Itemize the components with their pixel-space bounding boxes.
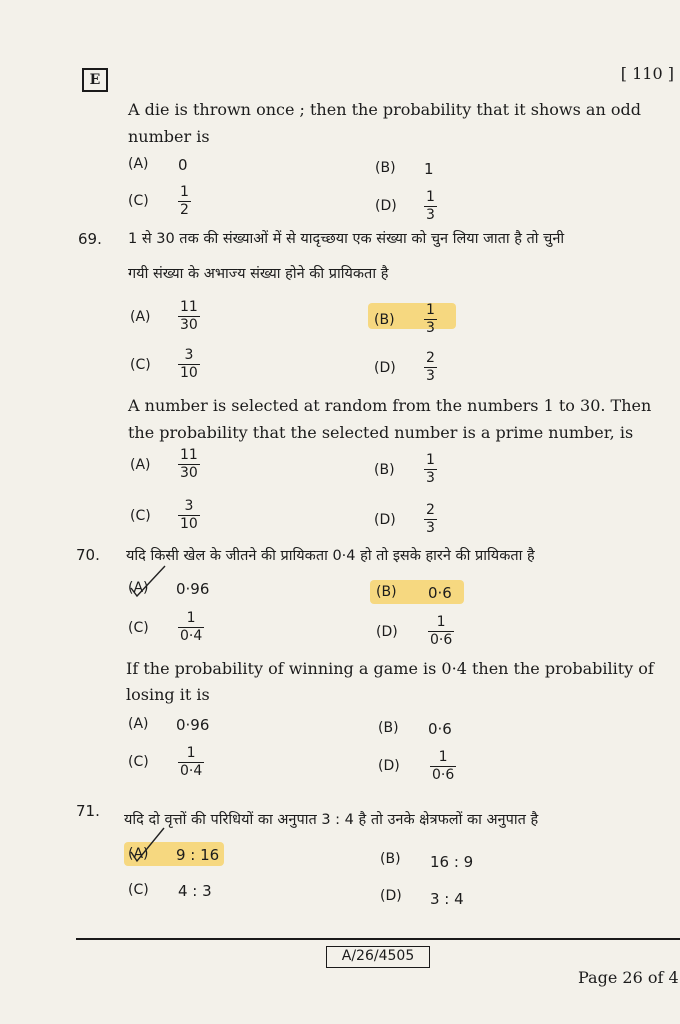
fraction-numerator: 3 bbox=[184, 347, 194, 363]
q68-option-a-label: (A) bbox=[128, 156, 149, 172]
q70-hi-option-d-fraction bbox=[428, 614, 454, 649]
q69-hindi-stem-line-1: 1 से 30 तक की संख्याओं में से यादृच्छया एक संख्या को चुन लिया जाता है तो चुनी bbox=[128, 231, 565, 247]
q69-hi-option-d-label: (D) bbox=[374, 360, 396, 376]
fraction-numerator: 1 bbox=[426, 452, 435, 468]
q71-hindi-stem: यदि दो वृत्तों की परिधियों का अनुपात 3 : 4 है तो उनके क्षेत्रफलों का अनुपात है bbox=[124, 812, 539, 828]
q69-en-option-a-fraction bbox=[178, 447, 200, 482]
page-reference: [ 110 ] bbox=[620, 64, 674, 83]
fraction-numerator: 1 bbox=[186, 610, 196, 626]
q69-hi-option-c-fraction bbox=[178, 347, 200, 382]
q70-hi-option-b-value: 0·6 bbox=[428, 584, 452, 602]
fraction-denominator: 0·6 bbox=[432, 767, 455, 783]
q71-option-a-label: (A) bbox=[128, 846, 149, 862]
q70-en-option-b-label: (B) bbox=[378, 720, 399, 736]
q69-english-stem-line-2: the probability that the selected number is a prime number, is bbox=[128, 423, 634, 442]
fraction-denominator: 3 bbox=[426, 207, 435, 223]
q70-hi-option-c-label: (C) bbox=[128, 620, 149, 636]
q69-hi-option-a-label: (A) bbox=[130, 309, 151, 325]
fraction-denominator: 2 bbox=[180, 202, 189, 218]
q69-en-option-a-label: (A) bbox=[130, 457, 151, 473]
q68-option-a-value: 0 bbox=[178, 156, 188, 174]
fraction-denominator: 10 bbox=[180, 365, 198, 381]
footer-rule bbox=[76, 938, 680, 940]
q69-hi-option-c-label: (C) bbox=[130, 357, 151, 373]
fraction-numerator: 1 bbox=[426, 189, 435, 205]
fraction-denominator: 10 bbox=[180, 516, 198, 532]
check-mark-icon bbox=[128, 564, 168, 600]
q71-option-b-value: 16 : 9 bbox=[430, 853, 474, 871]
fraction-numerator: 1 bbox=[436, 614, 446, 630]
q68-option-b-value: 1 bbox=[424, 160, 434, 178]
fraction-denominator: 30 bbox=[180, 317, 198, 333]
q70-en-option-a-label: (A) bbox=[128, 716, 149, 732]
q70-english-stem-line-2: losing it is bbox=[126, 685, 210, 704]
q71-option-a-value: 9 : 16 bbox=[176, 846, 220, 864]
q69-en-option-c-label: (C) bbox=[130, 508, 151, 524]
fraction-denominator: 0·6 bbox=[430, 632, 453, 648]
q68-stem-line-2: number is bbox=[128, 127, 210, 146]
q68-option-d-label: (D) bbox=[375, 198, 397, 214]
q69-hi-option-b-fraction bbox=[424, 302, 437, 337]
q70-hi-option-c-fraction bbox=[178, 610, 204, 645]
q70-hi-option-d-label: (D) bbox=[376, 624, 398, 640]
q70-hi-option-a-label: (A) bbox=[128, 580, 149, 596]
q68-option-c-label: (C) bbox=[128, 193, 149, 209]
q69-english-stem-line-1: A number is selected at random from the numbers 1 to 30. Then bbox=[128, 396, 652, 415]
fraction-denominator: 3 bbox=[426, 470, 435, 486]
q68-stem-line-1: A die is thrown once ; then the probability that it shows an odd bbox=[128, 100, 641, 119]
fraction-numerator: 1 bbox=[186, 745, 196, 761]
fraction-denominator: 3 bbox=[426, 368, 435, 384]
paper-code-box: A/26/4505 bbox=[326, 946, 430, 968]
q69-en-option-c-fraction bbox=[178, 498, 200, 533]
q71-number: 71. bbox=[76, 802, 100, 820]
fraction-numerator: 2 bbox=[426, 350, 435, 366]
q71-option-b-label: (B) bbox=[380, 851, 401, 867]
q69-en-option-d-label: (D) bbox=[374, 512, 396, 528]
page-number: Page 26 of 4 bbox=[578, 968, 679, 987]
fraction-numerator: 1 bbox=[438, 749, 448, 765]
check-mark-icon bbox=[128, 826, 168, 866]
set-label-box: E bbox=[82, 68, 108, 92]
q71-option-d-value: 3 : 4 bbox=[430, 890, 464, 908]
fraction-numerator: 11 bbox=[180, 447, 198, 463]
fraction-denominator: 0·4 bbox=[180, 628, 203, 644]
q70-hi-option-a-value: 0·96 bbox=[176, 580, 210, 598]
q69-hi-option-a-fraction bbox=[178, 299, 200, 334]
q69-en-option-b-fraction bbox=[424, 452, 437, 487]
fraction-denominator: 3 bbox=[426, 520, 435, 536]
fraction-numerator: 3 bbox=[184, 498, 194, 514]
q69-number: 69. bbox=[78, 230, 102, 248]
fraction-denominator: 0·4 bbox=[180, 763, 203, 779]
q70-en-option-b-value: 0·6 bbox=[428, 720, 452, 738]
fraction-denominator: 3 bbox=[426, 320, 435, 336]
q69-hi-option-d-fraction bbox=[424, 350, 437, 385]
q70-en-option-d-label: (D) bbox=[378, 758, 400, 774]
fraction-denominator: 30 bbox=[180, 465, 198, 481]
q70-hi-option-b-label: (B) bbox=[376, 584, 397, 600]
q68-option-b-label: (B) bbox=[375, 160, 396, 176]
q69-hindi-stem-line-2: गयी संख्या के अभाज्य संख्या होने की प्रायिकता है bbox=[128, 266, 389, 282]
q69-en-option-b-label: (B) bbox=[374, 462, 395, 478]
q71-option-c-label: (C) bbox=[128, 882, 149, 898]
q71-option-c-value: 4 : 3 bbox=[178, 882, 212, 900]
q70-en-option-c-fraction bbox=[178, 745, 204, 780]
q70-hindi-stem: यदि किसी खेल के जीतने की प्रायिकता 0·4 हो तो इसके हारने की प्रायिकता है bbox=[126, 548, 535, 564]
fraction-numerator: 1 bbox=[426, 302, 435, 318]
q69-hi-option-b-label: (B) bbox=[374, 312, 395, 328]
q70-number: 70. bbox=[76, 546, 100, 564]
q70-en-option-d-fraction bbox=[430, 749, 456, 784]
q68-option-c-fraction bbox=[178, 184, 191, 219]
fraction-numerator: 1 bbox=[180, 184, 189, 200]
fraction-numerator: 2 bbox=[426, 502, 435, 518]
q70-english-stem-line-1: If the probability of winning a game is 0·4 then the probability of bbox=[126, 659, 654, 678]
fraction-numerator: 11 bbox=[180, 299, 198, 315]
q70-en-option-c-label: (C) bbox=[128, 754, 149, 770]
q69-en-option-d-fraction bbox=[424, 502, 437, 537]
q71-option-d-label: (D) bbox=[380, 888, 402, 904]
q68-option-d-fraction bbox=[424, 189, 437, 224]
q70-en-option-a-value: 0·96 bbox=[176, 716, 210, 734]
